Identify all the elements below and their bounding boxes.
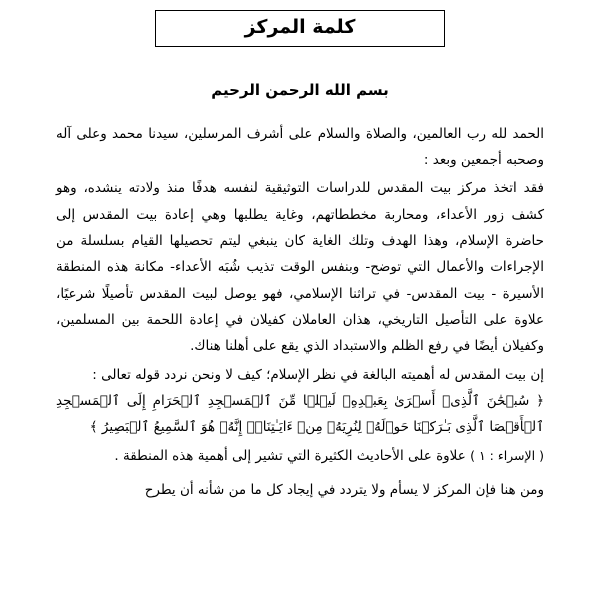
paragraph-2: فقد اتخذ مركز بيت المقدس للدراسات التوثيقية لنفسه هدفًا منذ ولادته ينشده، وهو كشف زور الأعداء، ومحاربة مخططاتهم، وغاية يطلبها وهي إعادة بيت المقدس إلى حاضرة الإسلام، وهذا الهدف وتلك الغاية كان ينبغي ليتم تحصيلها القيام بسلسلة من الإجراءات والأعمال التي توضح- وبنفس الوقت تذيب شُبَه الأعداء- مكانة هذه المنطقة الأسيرة - بيت المقدس- في تراثنا الإسلامي، فهو يوصل لبيت المقدس تأصيلًا شرعيًا، علاوة على التأصيل التاريخي، هذان العاملان كفيلان في إعادة اللحمة بين المسلمين، وكفيلان أيضًا في رفع الظلم والاستبداد الذي يقع على أهلنا هناك. (56, 180, 544, 355)
page-title-box (155, 10, 445, 47)
basmala-line: بسم الله الرحمن الرحيم (211, 80, 389, 99)
verse-reference-line (56, 443, 544, 469)
paragraph-4: ومن هنا فإن المركز لا يسأم ولا يتردد في إيجاد كل ما من شأنه أن يطرح (144, 481, 544, 498)
paragraph-3: إن بيت المقدس له أهميته البالغة في نظر الإسلام؛ كيف لا ونحن نردد قوله تعالى : (92, 366, 544, 383)
verse-followup-text: علاوة على الأحاديث الكثيرة التي تشير إلى أهمية هذه المنطقة . (114, 447, 466, 464)
page-title: كلمة المركز (244, 16, 356, 38)
quran-verse: ﴿ سُبۡحَٰنَ ٱلَّذِیۤ أَسۡرَىٰ بِعَبۡدِهِۦ لَیۡلࣰا مِّنَ ٱلۡمَسۡجِدِ ٱلۡحَرَامِ إِلَى ٱلۡمَسۡجِدِ ٱلۡأَقۡصَا ٱلَّذِی بَـٰرَكۡنَا حَوۡلَهُۥ لِنُرِیَهُۥ مِنۡ ءَایَـٰتِنَاۤۚ إِنَّهُۥ هُوَ ٱلسَّمِیعُ ٱلۡبَصِیرُ ﴾ (56, 392, 544, 436)
verse-reference: ( الإسراء : ١ ) (470, 447, 544, 463)
paragraph-1: الحمد لله رب العالمين، والصلاة والسلام على أشرف المرسلين، سيدنا محمد وعلى آله وصحبه أجمعين وبعد : (56, 125, 544, 169)
document-body (56, 121, 544, 503)
